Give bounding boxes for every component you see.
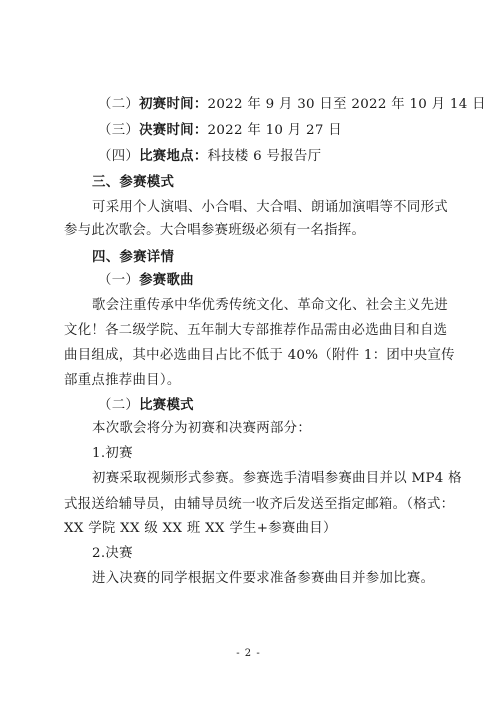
item1-title: 1.初赛 [92,446,133,461]
section3-para-line2: 参与此次歌会。大合唱参赛班级必须有一名指挥。 [64,223,366,238]
section4-heading: 四、参赛详情 [92,249,175,265]
final-time-marker: （三） [98,123,140,138]
section3-heading: 三、参赛模式 [92,174,175,190]
sub2-title: 比赛模式 [139,397,194,413]
sub2-intro: 本次歌会将分为初赛和决赛两部分： [92,421,312,436]
prelim-time-marker: （二） [98,97,140,112]
sub1-line1: 歌会注重传承中华优秀传统文化、革命文化、社会主义先进 [92,298,448,313]
sub1-line3: 曲目组成，其中必选曲目占比不低于 40%（附件 1：团中央宣传 [64,348,455,363]
item2-line1: 进入决赛的同学根据文件要求准备参赛曲目并参加比赛。 [92,571,435,586]
section3-para-line1: 可采用个人演唱、小合唱、大合唱、朗诵加演唱等不同形式 [92,200,448,215]
sub1-line4: 部重点推荐曲目）。 [64,373,181,388]
venue-marker: （四） [98,149,140,164]
final-time-line [98,121,342,140]
prelim-time-line [98,95,486,114]
sub1-heading [98,271,194,290]
sub2-heading [98,396,194,415]
page-number: - 2 - [236,648,261,659]
final-time-label: 决赛时间： [139,122,208,138]
final-time-value: 2022 年 10 月 27 日 [207,123,342,138]
sub2-marker: （二） [98,398,140,413]
sub1-title: 参赛歌曲 [139,272,194,288]
prelim-time-label: 初赛时间： [139,96,208,112]
venue-label: 比赛地点： [139,148,208,164]
venue-line [98,147,321,166]
item1-line3: XX 学院 XX 级 XX 班 XX 学生+参赛曲目） [64,521,337,536]
item1-line1: 初赛采取视频形式参赛。参赛选手清唱参赛曲目并以 MP4 格 [92,471,462,486]
item1-line2: 式报送给辅导员，由辅导员统一收齐后发送至指定邮箱。（格式： [64,497,455,512]
venue-value: 科技楼 6 号报告厅 [207,149,322,164]
sub1-marker: （一） [98,273,140,288]
prelim-time-value: 2022 年 9 月 30 日至 2022 年 10 月 14 日 [207,97,486,112]
item2-title: 2.决赛 [92,546,133,561]
sub1-line2: 文化！各二级学院、五年制大专部推荐作品需由必选曲目和自选 [64,323,448,338]
